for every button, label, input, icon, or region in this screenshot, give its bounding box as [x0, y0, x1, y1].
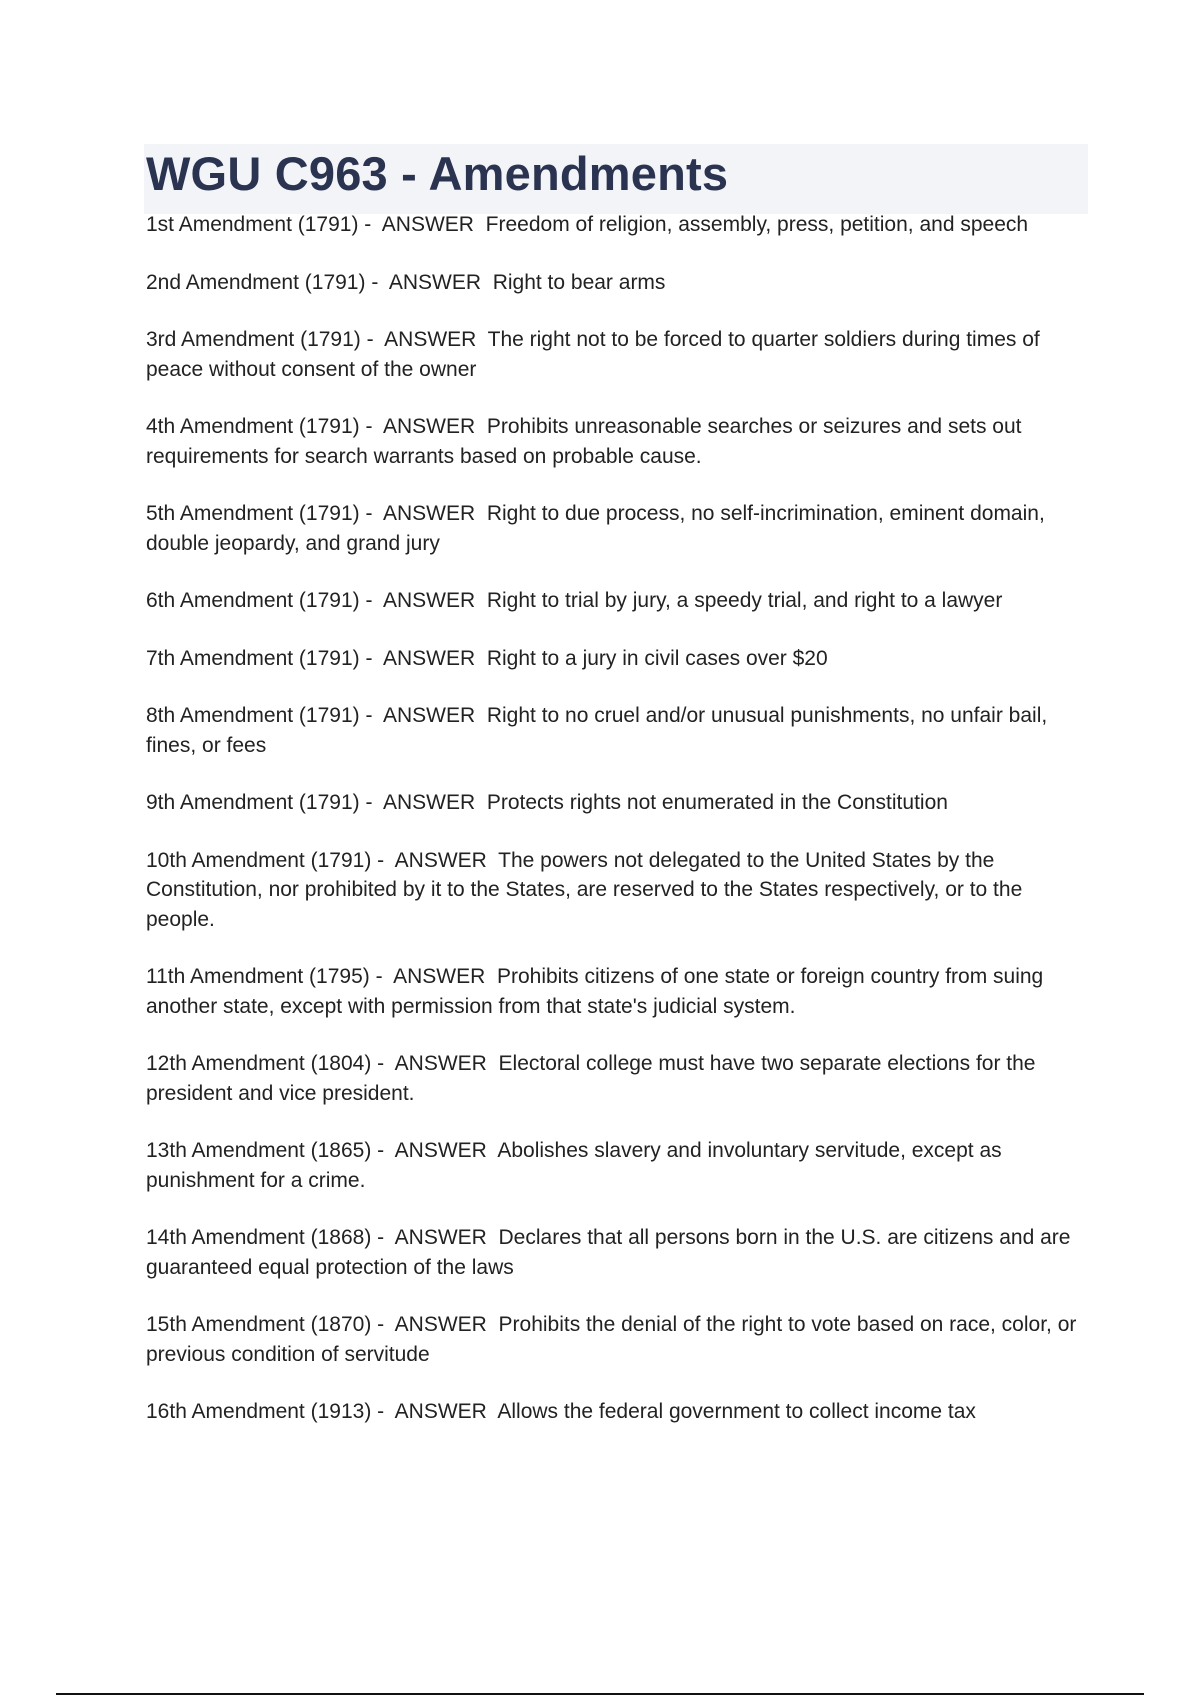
list-item: 3rd Amendment (1791) - ANSWER The right not to be forced to quarter soldiers during times of peace without consent of the owner [146, 328, 1040, 381]
footer-divider [56, 1693, 1144, 1695]
answer-label: ANSWER [382, 415, 476, 438]
amendment-term: 6th Amendment (1791) [146, 589, 360, 612]
amendment-answer: Right to trial by jury, a speedy trial, and right to a lawyer [486, 589, 1003, 612]
amendment-answer: Freedom of religion, assembly, press, petition, and speech [485, 213, 1029, 236]
list-item: 9th Amendment (1791) - ANSWER Protects rights not enumerated in the Constitution [146, 791, 948, 814]
amendment-term: 15th Amendment (1870) [146, 1313, 372, 1336]
amendment-answer: The powers not delegated to the United States by the Constitution, nor prohibited by it to the States, are reserved to the States respectively, or to the people. [146, 848, 1023, 931]
list-item: 13th Amendment (1865) - ANSWER Abolishes slavery and involuntary servitude, except as punishment for a crime. [146, 1139, 1002, 1192]
amendment-answer: Right to bear arms [492, 270, 666, 294]
amendment-term: 7th Amendment (1791) [146, 646, 360, 670]
answer-label: ANSWER [384, 328, 477, 351]
amendment-answer: Prohibits citizens of one state or foreign country from suing another state, except with permission from that state's judicial system. [146, 965, 1044, 1018]
answer-label: ANSWER [382, 589, 476, 612]
answer-label: ANSWER [393, 965, 486, 988]
amendment-answer: Electoral college must have two separate elections for the president and vice president. [146, 1052, 1036, 1105]
amendment-term: 2nd Amendment (1791) [146, 270, 366, 294]
answer-label: ANSWER [394, 1400, 487, 1423]
list-item: 15th Amendment (1870) - ANSWER Prohibits the denial of the right to vote based on race, color, or previous condition of servitude [146, 1313, 1077, 1366]
amendment-term: 9th Amendment (1791) [146, 791, 360, 814]
list-item: 10th Amendment (1791) - ANSWER The powers not delegated to the United States by the Constitution, nor prohibited by it to the States, are reserved to the States respectively, or to the people. [146, 848, 1023, 931]
answer-label: ANSWER [394, 848, 487, 872]
amendment-answer: Abolishes slavery and involuntary servitude, except as punishment for a crime. [146, 1139, 1002, 1192]
amendment-term: 14th Amendment (1868) [146, 1226, 372, 1249]
list-item: 16th Amendment (1913) - ANSWER Allows the federal government to collect income tax [146, 1400, 976, 1423]
amendment-answer: Declares that all persons born in the U.S. are citizens and are guaranteed equal protection of the laws [146, 1226, 1071, 1279]
amendment-answer: Allows the federal government to collect income tax [497, 1400, 976, 1423]
amendment-answer: Right to a jury in civil cases over $20 [486, 646, 828, 670]
amendment-answer: Prohibits the denial of the right to vote based on race, color, or previous condition of servitude [146, 1313, 1077, 1366]
answer-label: ANSWER [382, 646, 476, 670]
list-item: 5th Amendment (1791) - ANSWER Right to due process, no self-incrimination, eminent domain, double jeopardy, and grand jury [146, 502, 1045, 555]
amendment-answer: The right not to be forced to quarter soldiers during times of peace without consent of the owner [146, 328, 1040, 381]
amendment-term: 16th Amendment (1913) [146, 1400, 372, 1423]
list-item: 11th Amendment (1795) - ANSWER Prohibits citizens of one state or foreign country from suing another state, except with permission from that state's judicial system. [146, 965, 1044, 1018]
amendment-answer: Prohibits unreasonable searches or seizures and sets out requirements for search warrants based on probable cause. [146, 415, 1022, 468]
list-item: 1st Amendment (1791) - ANSWER Freedom of religion, assembly, press, petition, and speech [146, 213, 1029, 236]
list-item: 8th Amendment (1791) - ANSWER Right to no cruel and/or unusual punishments, no unfair bail, fines, or fees [146, 704, 1048, 757]
list-item: 6th Amendment (1791) - ANSWER Right to trial by jury, a speedy trial, and right to a lawyer [146, 589, 1003, 612]
list-item: 2nd Amendment (1791) - ANSWER Right to bear arms [146, 270, 666, 294]
list-item: 12th Amendment (1804) - ANSWER Electoral college must have two separate elections for the president and vice president. [146, 1052, 1036, 1105]
answer-label: ANSWER [394, 1226, 487, 1249]
amendment-term: 11th Amendment (1795) [146, 965, 370, 988]
answer-label: ANSWER [382, 502, 476, 525]
answer-label: ANSWER [381, 213, 474, 236]
answer-label: ANSWER [382, 791, 476, 814]
answer-label: ANSWER [388, 270, 482, 294]
amendment-answer: Right to no cruel and/or unusual punishments, no unfair bail, fines, or fees [146, 704, 1048, 757]
answer-label: ANSWER [394, 1052, 487, 1075]
amendment-answer: Protects rights not enumerated in the Constitution [486, 791, 948, 814]
document-title: WGU C963 - Amendments [146, 147, 729, 200]
amendment-answer: Right to due process, no self-incrimination, eminent domain, double jeopardy, and grand jury [146, 502, 1045, 555]
answer-label: ANSWER [382, 704, 476, 727]
amendment-term: 4th Amendment (1791) [146, 415, 360, 438]
amendment-term: 10th Amendment (1791) [146, 848, 372, 872]
amendment-term: 12th Amendment (1804) [146, 1052, 372, 1075]
amendment-term: 8th Amendment (1791) [146, 704, 360, 727]
amendment-term: 13th Amendment (1865) [146, 1139, 372, 1162]
list-item: 4th Amendment (1791) - ANSWER Prohibits unreasonable searches or seizures and sets out requirements for search warrants based on probable cause. [146, 415, 1022, 468]
answer-label: ANSWER [394, 1139, 487, 1162]
answer-label: ANSWER [394, 1313, 487, 1336]
amendment-term: 3rd Amendment (1791) [146, 328, 361, 351]
amendment-list [146, 210, 1096, 1455]
amendment-term: 1st Amendment (1791) [146, 213, 359, 236]
amendment-term: 5th Amendment (1791) [146, 502, 360, 525]
list-item: 7th Amendment (1791) - ANSWER Right to a jury in civil cases over $20 [146, 646, 828, 670]
list-item: 14th Amendment (1868) - ANSWER Declares that all persons born in the U.S. are citizens and are guaranteed equal protection of the laws [146, 1226, 1071, 1279]
